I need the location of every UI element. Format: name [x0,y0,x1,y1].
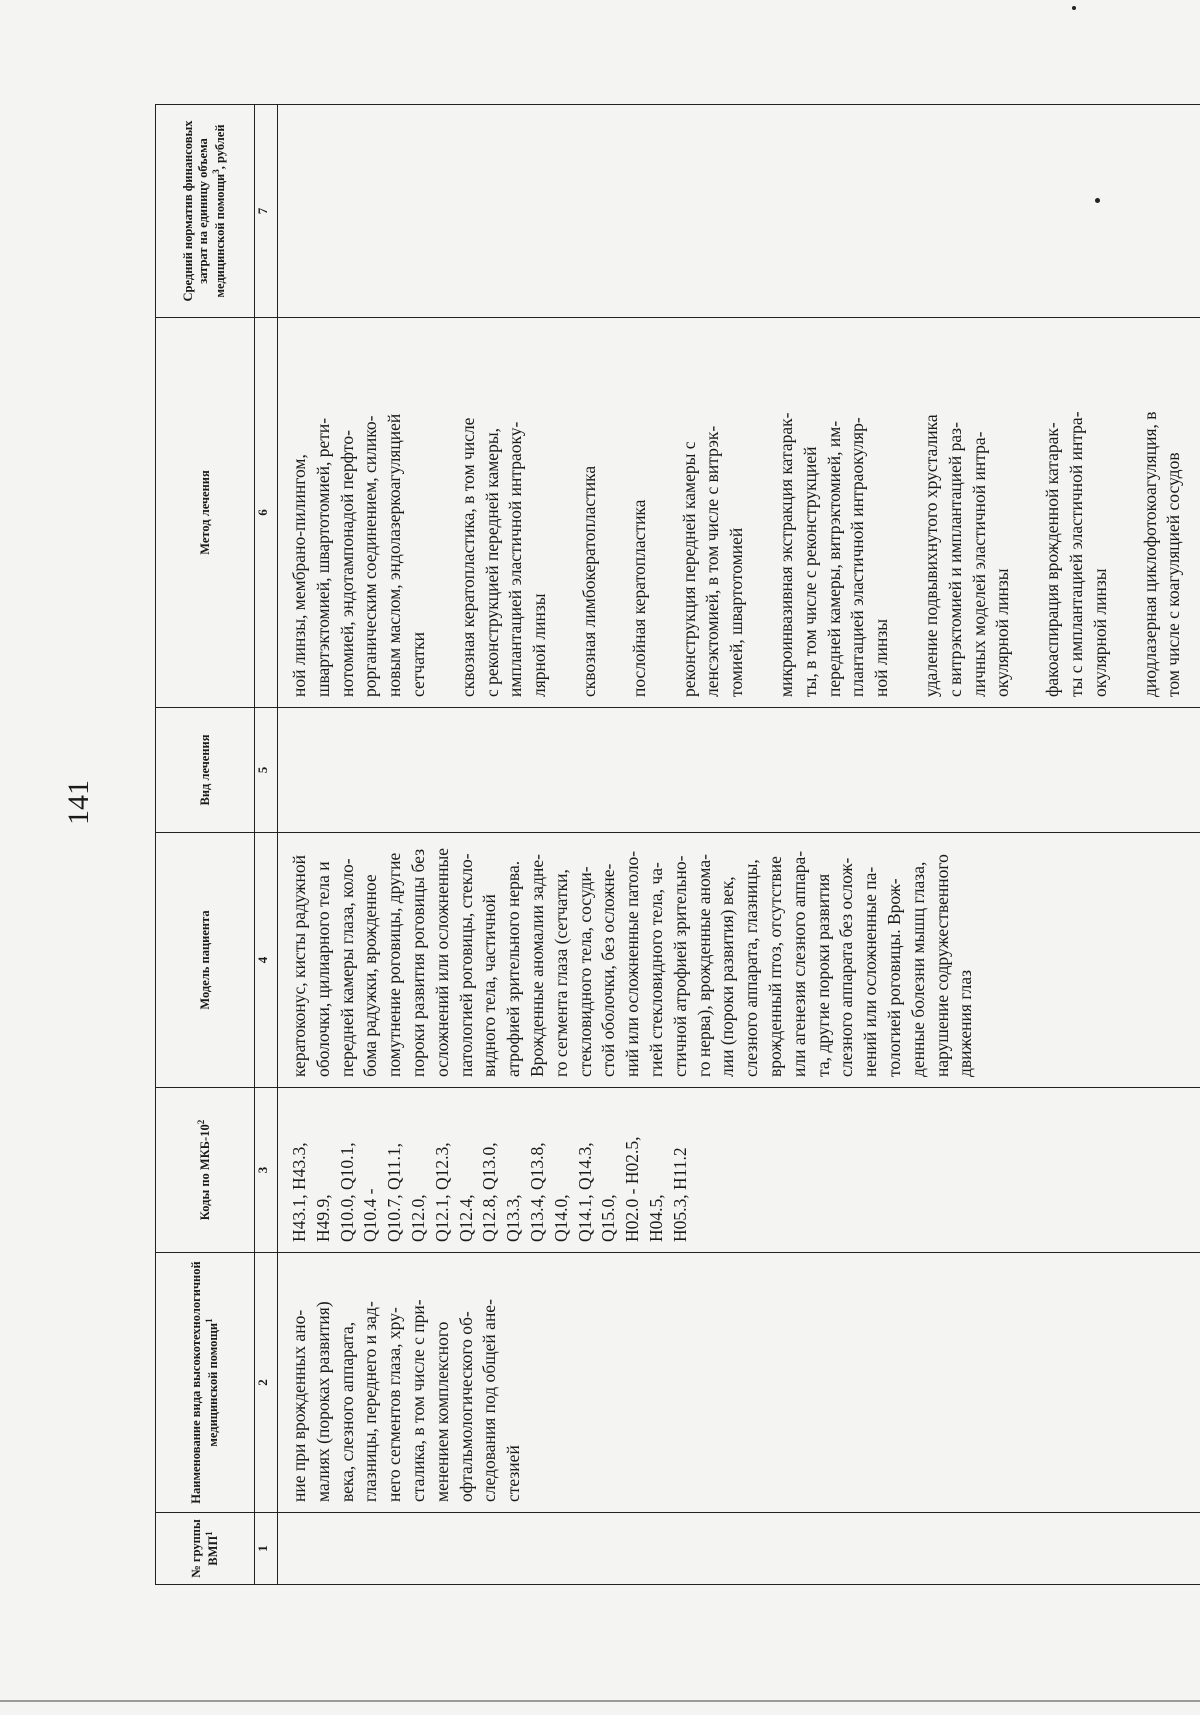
header-vmp-name: Наименование вида высокотехнологичной медицинской помощи$^1$ [156,1253,255,1513]
method-item: реконструкция передней камеры с ленсэктомией, в том числе с витрэк- томией, швартотомией [678,425,747,697]
treatment-type-cell [278,708,1200,833]
method-item: сквозная кератопластика, в том числе с реконструкцией передней камеры, имплантацией эластичной интраоку- лярной линзы [457,417,550,697]
header-row [156,105,255,1585]
rotated-table-container [155,105,1184,1585]
header-group-number: № группы ВМП$^1$ [156,1513,255,1585]
scan-bottom-edge [0,1700,1200,1702]
column-number: 1 [255,1513,278,1585]
patient-model-text: кератоконус, кисты радужной оболочки, цилиарного тела и передней камеры глаза, коло- бома радужки, врожденное помутнение роговицы, другие пороки развития роговицы без осложнений или осложненные патологией роговицы, стекло- видного тела, частичной атрофией зрительного нерва. Врожденные аномалии задне- го сегмента глаза (сетчатки, стекловидного тела, сосуди- стой оболочки, без осложне- ний или осложненные патоло- гией стекловидного тела, ча- стичной атрофией зрительно- го нерва), врожденные анома- лии (пороки развития) век, слезного аппарата, глазницы, врожденный птоз, отсутствие или агенезия слезного аппара- та, другие пороки развития слезного аппарата без ослож- нений или осложненные па- тологией роговицы. Врож- денные болезни мышц глаза, нарушение содружественного движения глаз [289,847,976,1077]
method-item: ной линзы, мембрано-пилингом, швартэктомией, швартотомией, рети- нотомией, эндотампонадой перфто- рорганическим соединением, силико- новым маслом, эндолазеркоагуляцией сетчатки [289,413,428,697]
column-number: 6 [255,318,278,708]
icd-codes-cell [278,1088,1200,1253]
header-patient-model: Модель пациента [156,833,255,1088]
column-number: 5 [255,708,278,833]
header-icd-codes: Коды по МКБ-$10^2$ [156,1088,255,1253]
vmp-table [155,104,1200,1585]
icd-codes-text: H43.1, H43.3, H49.9, Q10.0, Q10.1, Q10.4 - Q10.7, Q11.1, Q12.0, Q12.1, Q12.3, Q12.4, Q12.8, Q13.0, Q13.3, Q13.4, Q13.8, Q14.0, Q14.1, Q14.3, Q15.0, H02.0 - H02.5, H04.5, H05.3, H11.2 [289,1136,690,1242]
column-number: 7 [255,105,278,318]
column-number: 2 [255,1253,278,1513]
header-treatment-type: Вид лечения [156,708,255,833]
scan-speck [1095,198,1100,203]
method-item: диодлазерная циклофотокоагуляция, в том числе с коагуляцией сосудов [1139,411,1184,697]
treatment-method-cell [278,318,1200,708]
method-item: микроинвазивная экстракция катарак- ты, в том числе с реконструкцией передней камеры, витрэктомией, им- плантацией эластичной интраокуляр- ной линзы [775,412,892,697]
method-item: удаление подвывихнутого хрусталика с витрэктомией и имплантацией раз- личных моделей эластичной интра- окулярной линзы [920,414,1013,697]
group-number-cell [278,1513,1200,1585]
patient-model-cell [278,833,1200,1088]
method-item: факоаспирация врожденной катарак- ты с имплантацией эластичной интра- окулярной линзы [1042,411,1110,697]
method-item: послойная кератопластика [628,499,649,697]
column-number: 4 [255,833,278,1088]
table-row [278,105,1200,1585]
header-treatment-method: Метод лечения [156,318,255,708]
scan-speck [1072,6,1076,10]
column-number-row [255,105,278,1585]
column-number: 3 [255,1088,278,1253]
method-item: сквозная лимбокератопластика [578,465,599,697]
header-cost: Средний норматив финансовых затрат на единицу объема медицинской помощи$^3$, рублей [156,105,255,318]
cost-cell [278,105,1200,318]
page-number: 141 [62,780,95,825]
vmp-name-cell [278,1253,1200,1513]
vmp-name-text: ние при врожденных ано- малиях (пороках развития) века, слезного аппарата, глазницы, переднего и зад- него сегментов глаза, хру- сталика, в том числе с при- менением комплексного офтальмологического об- следования под общей ане- стезией [289,1299,524,1502]
